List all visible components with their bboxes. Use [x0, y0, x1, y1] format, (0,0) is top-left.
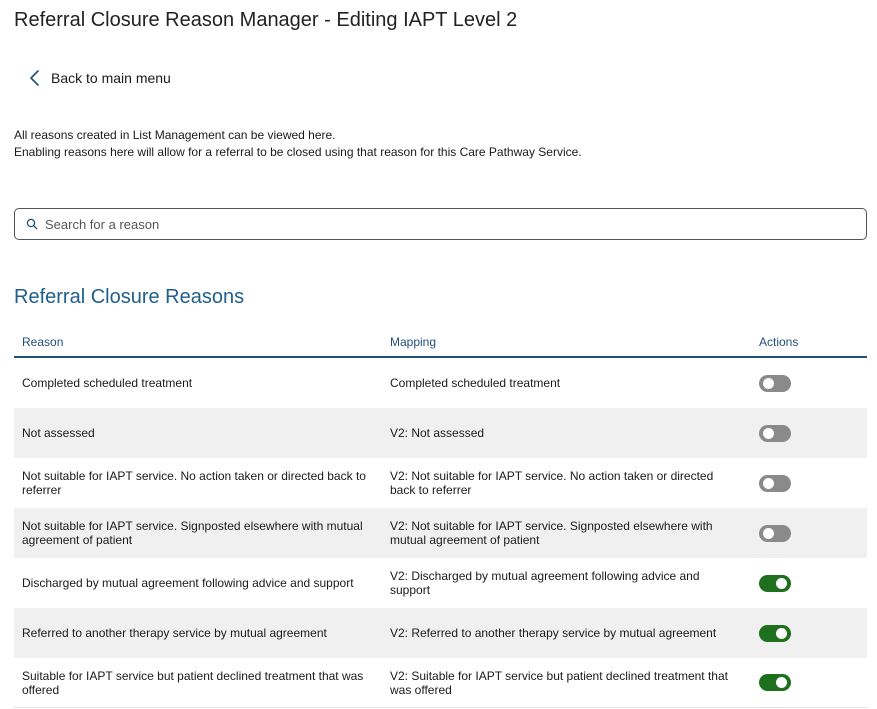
actions-cell — [751, 625, 867, 642]
back-link-label: Back to main menu — [51, 70, 171, 86]
table-row — [14, 458, 867, 508]
intro-line-1: All reasons created in List Management can be viewed here. — [14, 128, 336, 142]
header-actions: Actions — [759, 335, 799, 349]
table-row — [14, 608, 867, 658]
search-icon — [26, 218, 38, 230]
mapping-cell: V2: Referred to another therapy service by mutual agreement — [390, 626, 717, 640]
toggle-knob — [763, 478, 774, 489]
mapping-cell: V2: Suitable for IAPT service but patient declined treatment that was offered — [390, 668, 728, 697]
table-row — [14, 508, 867, 558]
header-reason: Reason — [22, 335, 64, 349]
page-title: Referral Closure Reason Manager - Editing IAPT Level 2 — [14, 9, 518, 31]
mapping-cell: V2: Not suitable for IAPT service. No action taken or directed back to referrer — [390, 469, 714, 497]
toggle-knob — [776, 628, 787, 639]
toggle-knob — [763, 428, 774, 439]
closure-reasons-table — [14, 328, 867, 708]
reason-cell: Not assessed — [22, 426, 95, 440]
enable-toggle[interactable] — [759, 575, 791, 592]
reason-cell: Discharged by mutual agreement following advice and support — [22, 576, 354, 590]
enable-toggle[interactable] — [759, 475, 791, 492]
reason-cell: Referred to another therapy service by mutual agreement — [22, 626, 327, 640]
table-row — [14, 558, 867, 608]
toggle-knob — [776, 578, 787, 589]
mapping-cell: V2: Not suitable for IAPT service. Signposted elsewhere with mutual agreement of patient — [390, 519, 713, 547]
chevron-left-icon — [28, 68, 42, 88]
intro-line-2: Enabling reasons here will allow for a referral to be closed using that reason for this Care Pathway Service. — [14, 145, 582, 159]
toggle-knob — [763, 528, 774, 539]
mapping-cell: V2: Discharged by mutual agreement following advice and support — [390, 569, 700, 597]
reason-cell: Not suitable for IAPT service. Signposted elsewhere with mutual agreement of patient — [22, 519, 363, 547]
mapping-cell: Completed scheduled treatment — [390, 376, 561, 390]
section-title: Referral Closure Reasons — [14, 286, 245, 308]
search-box[interactable] — [14, 208, 867, 240]
actions-cell — [751, 674, 867, 691]
header-mapping: Mapping — [390, 335, 437, 349]
table-header — [14, 328, 867, 358]
actions-cell — [751, 525, 867, 542]
enable-toggle[interactable] — [759, 375, 791, 392]
enable-toggle[interactable] — [759, 525, 791, 542]
actions-cell — [751, 425, 867, 442]
actions-cell — [751, 475, 867, 492]
enable-toggle[interactable] — [759, 425, 791, 442]
back-to-main-menu-link[interactable] — [28, 68, 171, 88]
table-row — [14, 658, 867, 708]
reason-cell: Suitable for IAPT service but patient declined treatment that was offered — [22, 668, 364, 697]
toggle-knob — [776, 677, 787, 688]
enable-toggle[interactable] — [759, 674, 791, 691]
actions-cell — [751, 575, 867, 592]
reason-cell: Completed scheduled treatment — [22, 376, 193, 390]
table-row — [14, 358, 867, 408]
enable-toggle[interactable] — [759, 625, 791, 642]
intro-text — [14, 127, 582, 161]
mapping-cell: V2: Not assessed — [390, 426, 485, 440]
actions-cell — [751, 375, 867, 392]
reason-cell: Not suitable for IAPT service. No action taken or directed back to referrer — [22, 469, 366, 497]
toggle-knob — [763, 378, 774, 389]
table-row — [14, 408, 867, 458]
search-input[interactable] — [45, 209, 866, 239]
